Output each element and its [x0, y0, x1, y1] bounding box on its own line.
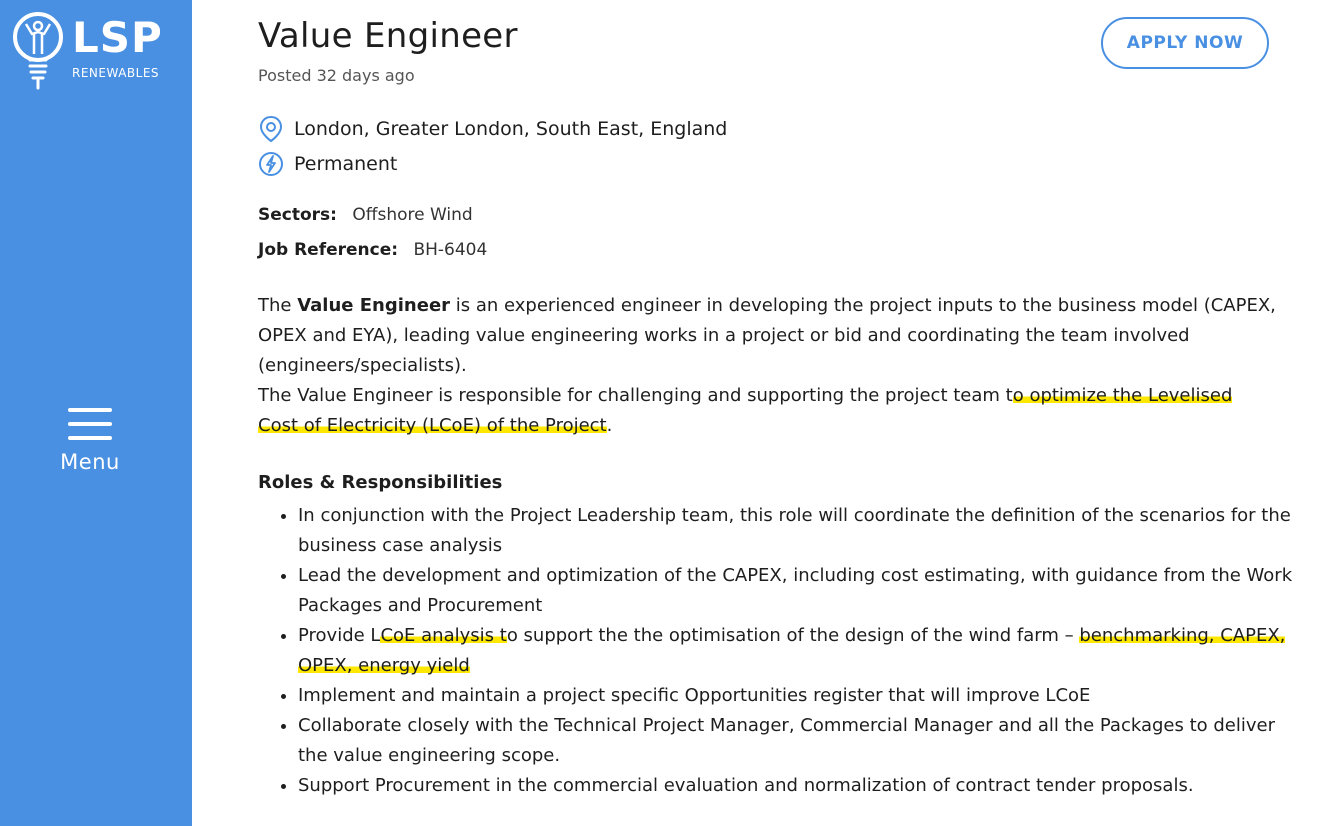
lightbulb-person-icon [12, 10, 64, 92]
lightning-icon [258, 150, 284, 178]
apply-now-button[interactable]: APPLY NOW [1101, 17, 1269, 69]
map-pin-icon [258, 115, 284, 143]
logo-wordmark: LSP [72, 13, 163, 62]
role-name-bold: Value Engineer [297, 295, 451, 316]
sidebar [0, 0, 192, 826]
job-reference-row [258, 240, 487, 260]
sectors-value: Offshore Wind [352, 205, 473, 225]
highlighted-text: CoE analysis t [380, 625, 507, 646]
description-paragraph-2: The Value Engineer is responsible for challenging and supporting the project team to optimize the Levelised Cost of Electricity (LCoE) of the Project. [258, 385, 1233, 436]
list-item: • Collaborate closely with the Technical Project Manager, Commercial Manager and all the Packages to deliver the value engineering scope. [298, 711, 1308, 771]
sectors-label: Sectors: [258, 205, 337, 225]
list-item: • Support Procurement in the commercial evaluation and normalization of contract tender proposals. [298, 771, 1308, 801]
list-item: • In conjunction with the Project Leadership team, this role will coordinate the definition of the scenarios for the business case analysis [298, 501, 1308, 561]
sectors-row [258, 205, 473, 225]
logo[interactable] [12, 10, 187, 95]
list-item: • Provide LCoE analysis to support the the optimisation of the design of the wind farm – benchmarking, CAPEX, OPEX, energy yield [298, 621, 1308, 681]
job-location: London, Greater London, South East, England [294, 118, 728, 140]
highlighted-text: benchmarking, CAPEX, OPEX, energy yield [298, 625, 1286, 676]
roles-heading: Roles & Responsibilities [258, 472, 503, 493]
menu-label: Menu [60, 450, 120, 474]
list-item: • Implement and maintain a project specific Opportunities register that will improve LCoE [298, 681, 1308, 711]
posted-date: Posted 32 days ago [258, 66, 415, 85]
job-reference-label: Job Reference: [258, 240, 399, 260]
job-reference-value: BH-6404 [413, 240, 488, 260]
job-type: Permanent [294, 153, 398, 175]
roles-list [258, 501, 1308, 801]
job-description [258, 291, 1278, 441]
list-item: • Lead the development and optimization of the CAPEX, including cost estimating, with guidance from the Work Packages and Procurement [298, 561, 1308, 621]
location-row [258, 115, 727, 143]
job-type-row [258, 150, 397, 178]
job-title: Value Engineer [258, 16, 518, 56]
description-paragraph-1: The Value Engineer is an experienced engineer in developing the project inputs to the business model (CAPEX, OPEX and EYA), leading value engineering works in a project or bid and coordinating the team involved (engineers/specialists). [258, 295, 1276, 376]
hamburger-icon [68, 406, 112, 438]
highlighted-text: o optimize the Levelised Cost of Electricity (LCoE) of the Project [258, 385, 1233, 436]
logo-tagline: RENEWABLES [72, 66, 160, 80]
menu-button[interactable] [0, 406, 180, 474]
